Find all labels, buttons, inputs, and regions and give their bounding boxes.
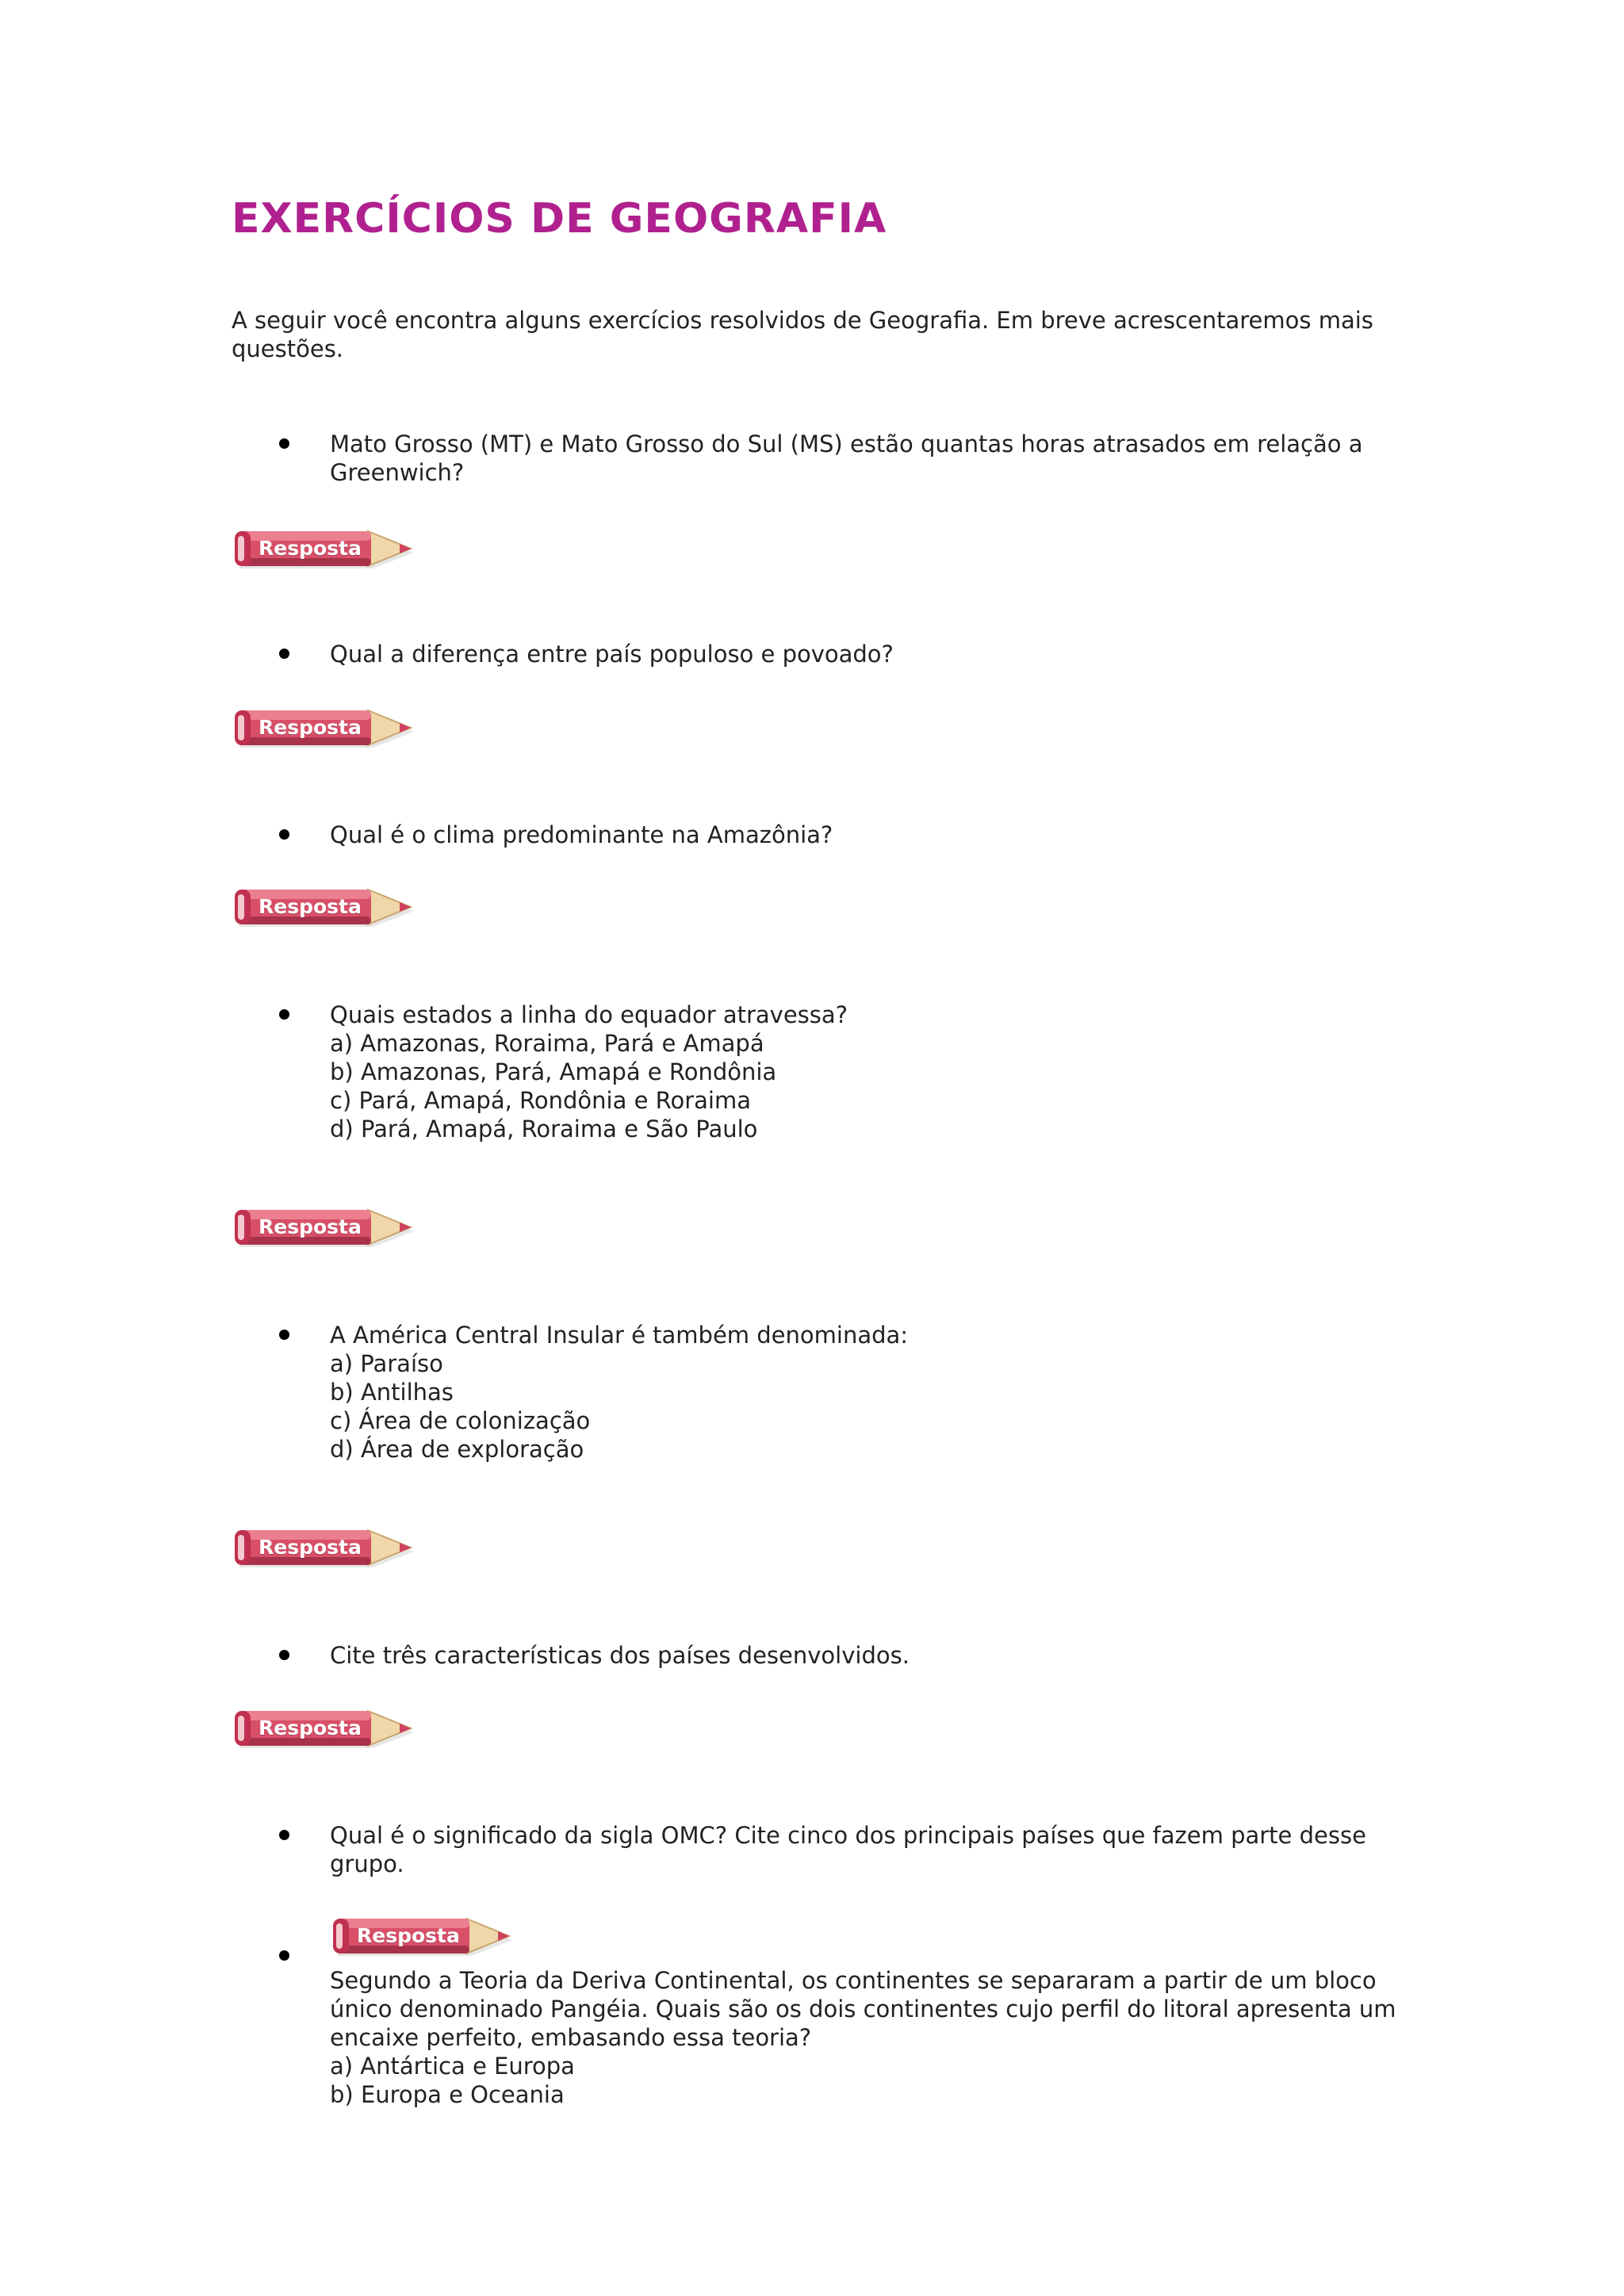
intro-paragraph: A seguir você encontra alguns exercícios resolvidos de Geografia. Em breve acrescentaremos mais questões. (232, 307, 1373, 362)
answer-button[interactable] (232, 882, 416, 932)
question-text (330, 430, 1405, 487)
answer-button-label: Resposta (259, 1215, 362, 1238)
option-line: a) Amazonas, Roraima, Pará e Amapá (330, 1030, 764, 1057)
bullet-icon (279, 438, 289, 449)
bullet-icon (279, 1009, 289, 1020)
answer-button-label: Resposta (259, 537, 362, 560)
answer-button[interactable] (232, 1703, 416, 1754)
question-line: A América Central Insular é também denominada: (330, 1322, 909, 1349)
answer-button-label: Resposta (259, 1536, 362, 1559)
bullet-icon (279, 1830, 289, 1840)
pencil-icon (232, 1522, 416, 1573)
question-line: Cite três características dos países desenvolvidos. (330, 1642, 910, 1669)
option-line: c) Pará, Amapá, Rondônia e Roraima (330, 1087, 752, 1114)
answer-button[interactable] (232, 523, 416, 574)
bullet-icon (279, 1330, 289, 1340)
option-line: b) Antilhas (330, 1379, 454, 1406)
bullet-icon (279, 1650, 289, 1660)
option-line: b) Europa e Oceania (330, 2081, 565, 2108)
answer-button-label: Resposta (259, 1716, 362, 1739)
option-line: a) Paraíso (330, 1350, 443, 1377)
option-line: b) Amazonas, Pará, Amapá e Rondônia (330, 1058, 777, 1085)
question-text (330, 1641, 1405, 1670)
question-text (330, 1321, 1405, 1464)
answer-button[interactable] (232, 702, 416, 753)
pencil-icon (330, 1911, 514, 1961)
answer-button[interactable] (330, 1911, 514, 1961)
question-line: Segundo a Teoria da Deriva Continental, os continentes se separaram a partir de um bloco único denominado Pangéia. Quais são os dois continentes cujo perfil do litoral apresenta um encaixe perfeito, embasando essa teoria? (330, 1967, 1396, 2051)
pencil-icon (232, 882, 416, 932)
pencil-icon (232, 1703, 416, 1754)
option-line: c) Área de colonização (330, 1407, 591, 1434)
pencil-icon (232, 1202, 416, 1253)
option-line: d) Área de exploração (330, 1436, 584, 1463)
pencil-icon (232, 702, 416, 753)
page-title: EXERCÍCIOS DE GEOGRAFIA (232, 195, 887, 243)
bullet-icon (279, 649, 289, 659)
question-text (330, 1001, 1405, 1143)
answer-button[interactable] (232, 1522, 416, 1573)
question-text (330, 640, 1405, 668)
answer-button-label: Resposta (357, 1924, 460, 1947)
option-line: a) Antártica e Europa (330, 2053, 575, 2080)
question-line: Quais estados a linha do equador atravessa? (330, 1001, 848, 1028)
question-line: Qual é o significado da sigla OMC? Cite cinco dos principais países que fazem parte desse grupo. (330, 1822, 1366, 1877)
question-line: Qual é o clima predominante na Amazônia? (330, 821, 833, 848)
answer-button-label: Resposta (259, 716, 362, 739)
answer-button[interactable] (232, 1202, 416, 1253)
bullet-icon (279, 829, 289, 840)
question-line: Mato Grosso (MT) e Mato Grosso do Sul (MS) estão quantas horas atrasados em relação a Greenwich? (330, 430, 1363, 486)
question-line: Qual a diferença entre país populoso e povoado? (330, 641, 894, 668)
question-text (330, 1821, 1405, 1878)
question-text (330, 1966, 1405, 2109)
option-line: d) Pará, Amapá, Roraima e São Paulo (330, 1115, 758, 1142)
pencil-icon (232, 523, 416, 574)
answer-button-label: Resposta (259, 895, 362, 918)
bullet-icon (279, 1950, 289, 1961)
question-text (330, 821, 1405, 849)
